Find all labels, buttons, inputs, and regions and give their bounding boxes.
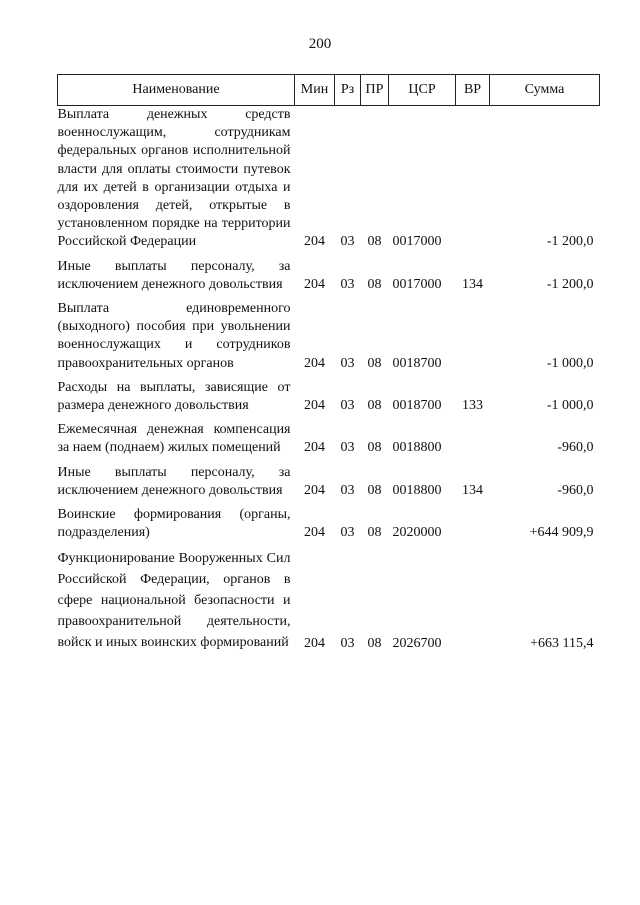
page-number: 200 <box>308 36 332 52</box>
row-name: Иные выплаты персоналу, за исключением денежного довольствия <box>57 464 291 498</box>
row-pr: 08 <box>367 234 382 250</box>
table-row <box>58 300 600 379</box>
row-csr: 0018800 <box>392 482 442 498</box>
row-min: 204 <box>304 482 325 498</box>
row-min: 204 <box>304 440 325 456</box>
row-rz: 03 <box>340 355 355 371</box>
header-min: Мин <box>295 75 335 106</box>
header-rz: Рз <box>335 75 361 106</box>
row-csr: 2026700 <box>392 636 442 652</box>
header-csr: ЦСР <box>389 75 456 106</box>
row-name: Выплата единовременного (выходного) пособия при увольнении военнослужащих и сотрудников правоохранительных органов <box>57 301 291 371</box>
row-csr: 0018700 <box>392 355 442 371</box>
row-pr: 08 <box>367 440 382 456</box>
row-pr: 08 <box>367 355 382 371</box>
row-vr <box>456 506 490 548</box>
budget-table <box>57 74 600 659</box>
row-rz: 03 <box>340 234 355 250</box>
row-sum: -1 000,0 <box>546 355 594 371</box>
row-rz: 03 <box>340 525 355 541</box>
row-csr: 2020000 <box>392 525 442 541</box>
row-vr: 133 <box>462 398 483 414</box>
table-row <box>58 106 600 258</box>
row-name: Воинские формирования (органы, подразделения) <box>57 507 291 541</box>
row-vr <box>456 300 490 379</box>
row-min: 204 <box>304 636 325 652</box>
row-sum: +663 115,4 <box>530 636 594 652</box>
table-row <box>58 421 600 463</box>
row-csr: 0018700 <box>392 398 442 414</box>
header-sum: Сумма <box>490 75 600 106</box>
row-min: 204 <box>304 525 325 541</box>
row-pr: 08 <box>367 276 382 292</box>
row-rz: 03 <box>340 482 355 498</box>
row-pr: 08 <box>367 636 382 652</box>
row-min: 204 <box>304 355 325 371</box>
row-name: Расходы на выплаты, зависящие от размера денежного довольствия <box>57 379 291 414</box>
row-name: Выплата денежных средств военнослужащим, сотрудникам федеральных органов исполнительной власти для оплаты стоимости путевок для их детей в организации отдыха и оздоровления детей, открытые в установленном порядке на территории Российской Федерации <box>57 107 291 250</box>
row-min: 204 <box>304 234 325 250</box>
header-pr: ПР <box>361 75 389 106</box>
row-min: 204 <box>304 276 325 292</box>
row-sum: +644 909,9 <box>529 525 594 541</box>
row-sum: -1 000,0 <box>546 398 594 414</box>
row-vr: 134 <box>462 276 483 292</box>
table-row <box>58 506 600 548</box>
row-name: Иные выплаты персоналу, за исключением денежного довольствия <box>57 258 291 292</box>
row-vr <box>456 106 490 258</box>
table-header <box>58 75 600 106</box>
row-pr: 08 <box>367 398 382 414</box>
table-row <box>58 258 600 300</box>
row-csr: 0018800 <box>392 440 442 456</box>
row-rz: 03 <box>340 398 355 414</box>
header-vr: ВР <box>456 75 490 106</box>
row-vr: 134 <box>462 482 483 498</box>
row-csr: 0017000 <box>392 276 442 292</box>
row-vr <box>456 548 490 659</box>
row-name: Функционирование Вооруженных Сил Российской Федерации, органов в сфере национальной безопасности и правоохранительной деятельности, войск и иных воинских формирований <box>57 551 291 651</box>
row-vr <box>456 421 490 463</box>
row-min: 204 <box>304 398 325 414</box>
row-rz: 03 <box>340 636 355 652</box>
row-rz: 03 <box>340 440 355 456</box>
row-pr: 08 <box>367 482 382 498</box>
row-name: Ежемесячная денежная компенсация за наем (поднаем) жилых помещений <box>57 422 291 456</box>
table-row <box>58 548 600 659</box>
row-sum: -960,0 <box>557 482 594 498</box>
header-name: Наименование <box>58 75 295 106</box>
row-sum: -1 200,0 <box>546 234 594 250</box>
row-sum: -1 200,0 <box>546 276 594 292</box>
row-pr: 08 <box>367 525 382 541</box>
row-csr: 0017000 <box>392 234 442 250</box>
row-sum: -960,0 <box>557 440 594 456</box>
row-rz: 03 <box>340 276 355 292</box>
table-row <box>58 464 600 506</box>
table-row <box>58 379 600 421</box>
